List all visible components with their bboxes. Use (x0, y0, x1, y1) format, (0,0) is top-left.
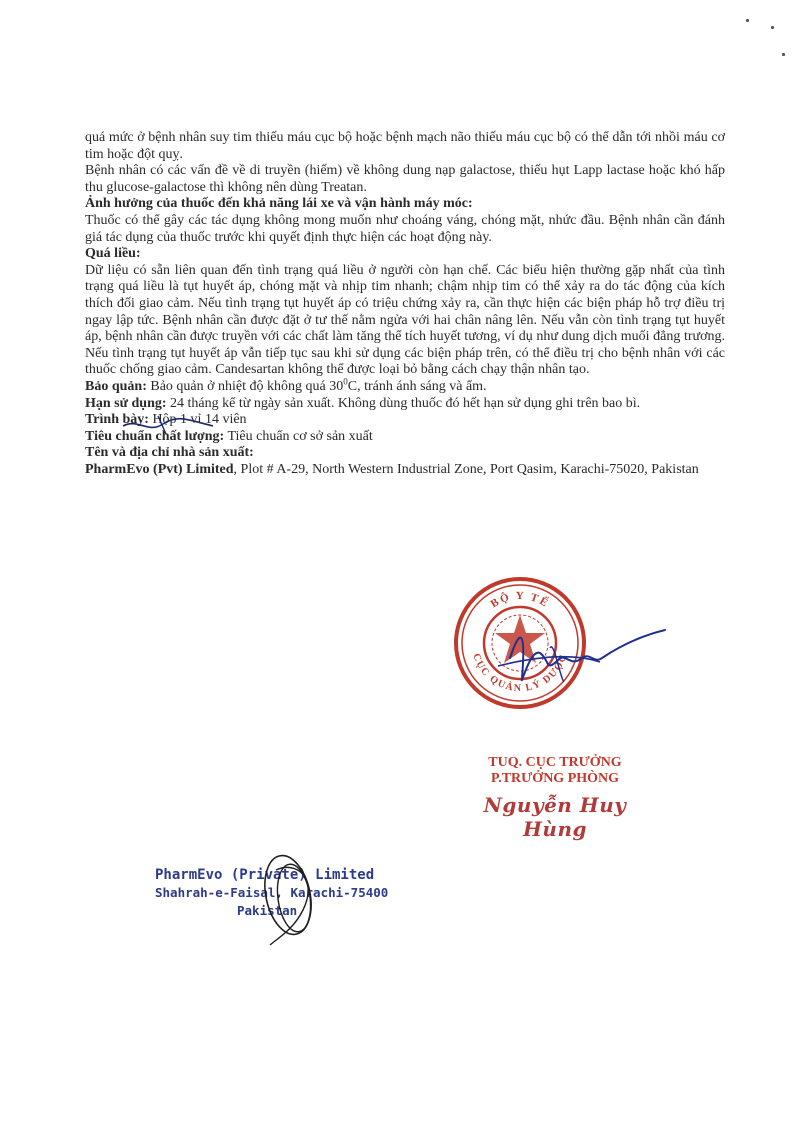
paragraph: quá mức ở bệnh nhân suy tim thiếu máu cục bộ hoặc bệnh mạch não thiếu máu cục bộ có thể dẫn tới nhồi máu cơ tim hoặc đột quỵ. (85, 130, 725, 162)
company-stamp-country: Pakistan (237, 903, 298, 918)
seal-bottom-text: CỤC QUẢN LÝ DƯỢC (470, 652, 570, 695)
storage-line (85, 376, 725, 396)
presentation-text: Hộp 1 vỉ 14 viên (148, 412, 247, 428)
signer-title: TUQ. CỤC TRƯỞNG (488, 755, 622, 770)
storage-text-end: C, tránh ánh sáng và ẩm. (347, 378, 487, 394)
section-heading: Ảnh hưởng của thuốc đến khả năng lái xe và vận hành máy móc: (85, 196, 473, 212)
seal-top-text: BỘ Y TẾ (488, 589, 552, 611)
shelf-life-line (85, 396, 725, 413)
paragraph: Thuốc có thể gây các tác dụng không mong muốn như choáng váng, chóng mặt, nhức đầu. Bệnh nhân cần đánh giá tác dụng của thuốc trước khi quyết định thực hiện các hoạt động này. (85, 212, 725, 245)
signer-block (455, 755, 655, 841)
handwritten-signature (490, 618, 670, 698)
signer-position: P.TRƯỞNG PHÒNG (490, 771, 620, 786)
manufacturer-heading: Tên và địa chỉ nhà sản xuất: (85, 445, 254, 461)
company-signature (248, 850, 338, 950)
manufacturer-name: PharmEvo (Pvt) Limited (85, 461, 234, 477)
manufacturer-line (85, 462, 725, 479)
shelf-life-label: Hạn sử dụng: (85, 395, 167, 411)
shelf-life-text: 24 tháng kể từ ngày sản xuất. Không dùng thuốc đó hết hạn sử dụng ghi trên bao bì. (166, 395, 641, 411)
company-stamp-name: PharmEvo (Private) Limited (155, 867, 375, 883)
scan-mark (746, 19, 749, 22)
company-stamp-address: Shahrah-e-Faisal, Karachi-75400 (155, 885, 389, 900)
scan-mark (771, 26, 774, 29)
storage-superscript: 0 (343, 376, 348, 387)
paragraph: Bệnh nhân có các vấn đề về di truyền (hiếm) về không dung nạp galactose, thiếu hụt Lapp lactase hoặc khó hấp thu glucose-galactose thì không nên dùng Treatan. (85, 163, 725, 195)
paragraph: Dữ liệu có sẵn liên quan đến tình trạng quá liều ở người còn hạn chế. Các biểu hiện thường gặp nhất của tình trạng quá liều là tụt huyết áp, chóng mặt và nhịp tim nhanh; chậm nhịp tim có thể xảy ra do tác động của kích thích đối giao cảm. Nếu tình trạng tụt huyết áp có triệu chứng xảy ra, cần thực hiện các biện pháp hỗ trợ điều trị ngay lập tức. Bệnh nhân cần được đặt ở tư thế nằm ngửa với hai chân nâng lên. Nếu vẫn còn tình trạng tụt huyết áp, bệnh nhân cần được truyền với các chất làm tăng thể tích huyết tương, ví dụ như dung dịch muối đẳng trương. Nếu tình trạng tụt huyết áp vẫn tiếp tục sau khi sử dụng các biện pháp trên, có thể điều trị cho bệnh nhân với các thuốc chống giao cảm. Candesartan không thể được loại bỏ bằng cách chạy thận nhân tạo. (85, 262, 725, 378)
manufacturer-address: , Plot # A-29, North Western Industrial Zone, Port Qasim, Karachi-75020, Pakistan (233, 461, 699, 477)
section-heading: Quá liều: (85, 246, 141, 262)
scan-mark (782, 53, 785, 56)
signer-name: Nguyễn Huy Hùng (483, 793, 627, 841)
pen-mark (118, 412, 218, 442)
quality-label: Tiêu chuẩn chất lượng: (85, 428, 225, 444)
presentation-label: Trình bày: (85, 412, 149, 428)
storage-text: Bảo quản ở nhiệt độ không quá 30 (146, 378, 344, 394)
quality-text: Tiêu chuẩn cơ sở sản xuất (224, 428, 373, 444)
storage-label: Bảo quản: (85, 378, 147, 394)
